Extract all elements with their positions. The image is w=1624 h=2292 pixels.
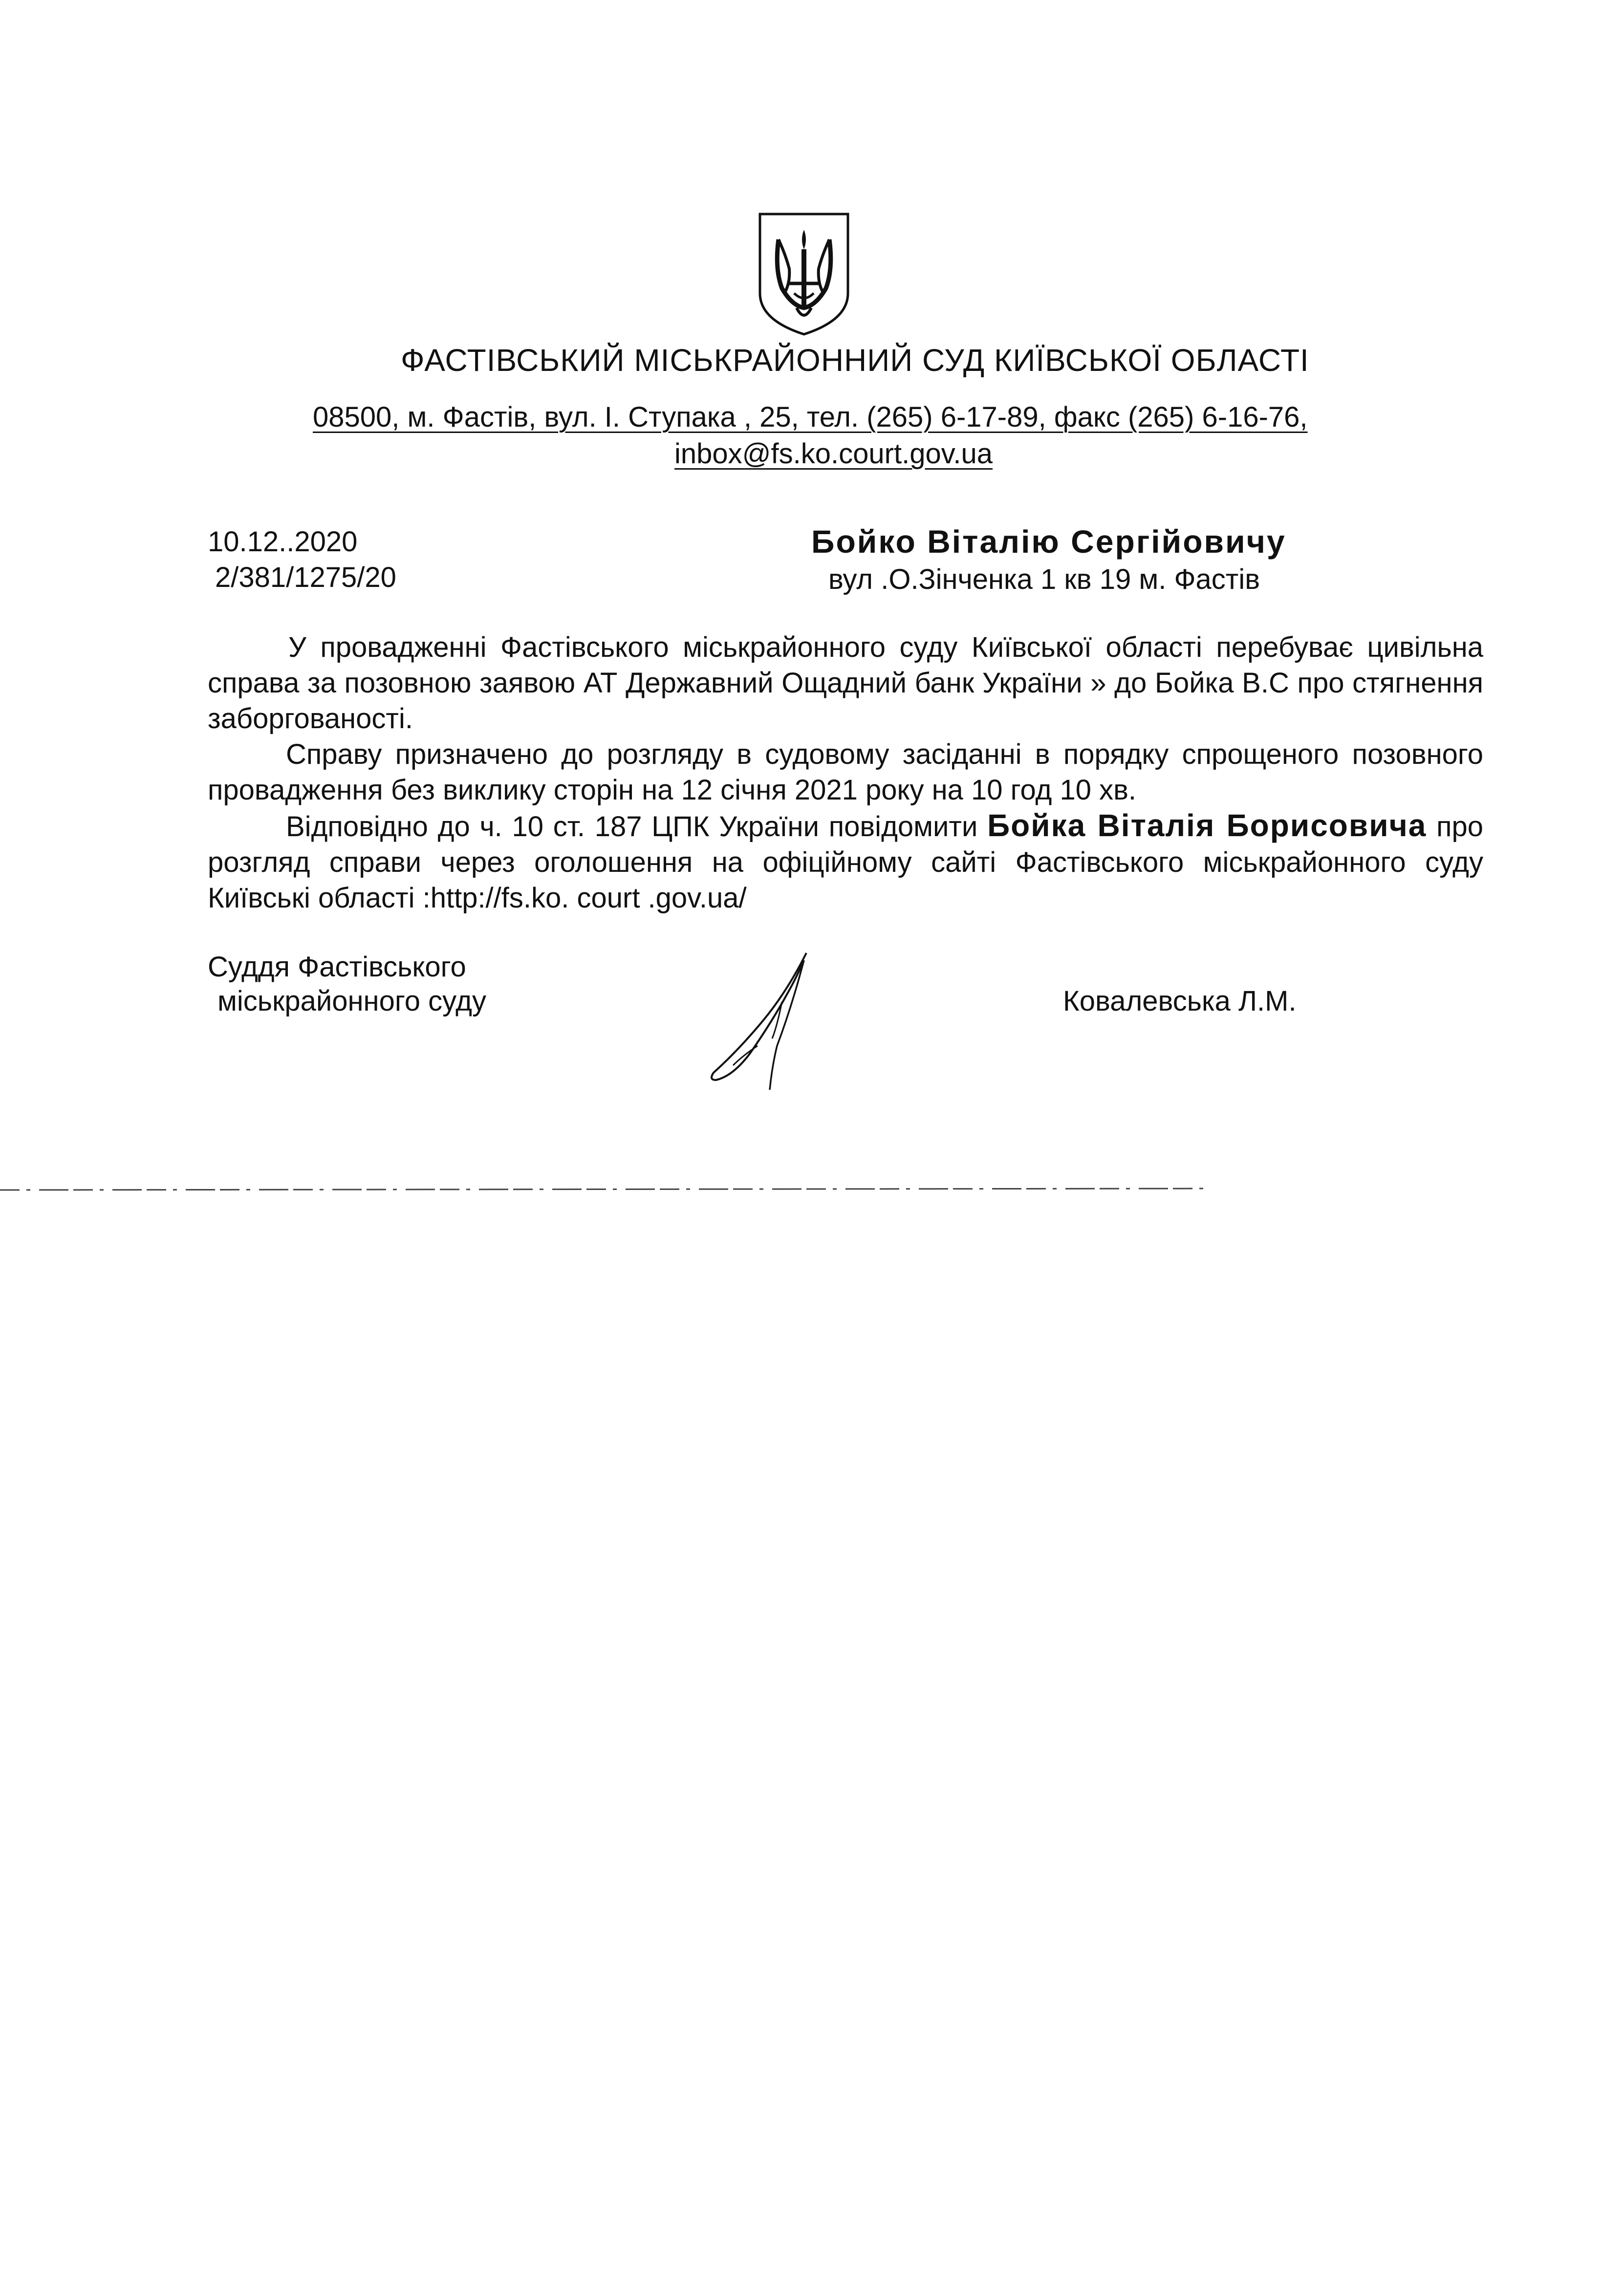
judge-name: Ковалевська Л.М.: [1063, 985, 1297, 1017]
notice-paragraph-3-start: Відповідно до ч. 10 ст. 187 ЦПК України повідомити: [286, 811, 988, 843]
notice-paragraph-3-end: про розгляд справи через оголошення на офіційному сайті Фастівського міськрайонного суду Київські області :http://fs.ko. court .gov.ua/: [208, 811, 1483, 914]
notice-paragraph-3: [208, 808, 1483, 916]
signature-mark: [704, 948, 821, 1095]
notice-defendant-name: Бойка Віталія Борисовича: [987, 808, 1427, 843]
document-number: 2/381/1275/20: [215, 562, 396, 593]
court-email: inbox@fs.ko.court.gov.ua: [674, 438, 993, 470]
recipient-name: Бойко Віталію Сергійовичу: [811, 523, 1286, 560]
scan-edge-line: [0, 1183, 1212, 1197]
notice-body: [208, 629, 1483, 916]
ukraine-trident-icon: [755, 210, 853, 337]
notice-paragraph-1: У провадженні Фастівського міськрайонного суду Київської області перебуває цивільна справа за позовною заявою АТ Державний Ощадний банк України » до Бойка В.С про стягнення заборгованості.: [208, 631, 1483, 735]
judge-title-line-1: Суддя Фастівського: [208, 951, 466, 983]
court-address: 08500, м. Фастів, вул. І. Ступака , 25, тел. (265) 6-17-89, факс (265) 6-16-76,: [313, 401, 1308, 433]
court-name: ФАСТІВСЬКИЙ МІСЬКРАЙОННИЙ СУД КИЇВСЬКОЇ ОБЛАСТІ: [401, 343, 1309, 378]
recipient-address: вул .О.Зінченка 1 кв 19 м. Фастів: [828, 563, 1260, 595]
judge-title-line-2: міськрайонного суду: [217, 985, 487, 1017]
document-date: 10.12..2020: [208, 526, 358, 558]
notice-paragraph-2: Справу призначено до розгляду в судовому засіданні в порядку спрощеного позовного провадження без виклику сторін на 12 січня 2021 року на 10 год 10 хв.: [208, 738, 1483, 806]
